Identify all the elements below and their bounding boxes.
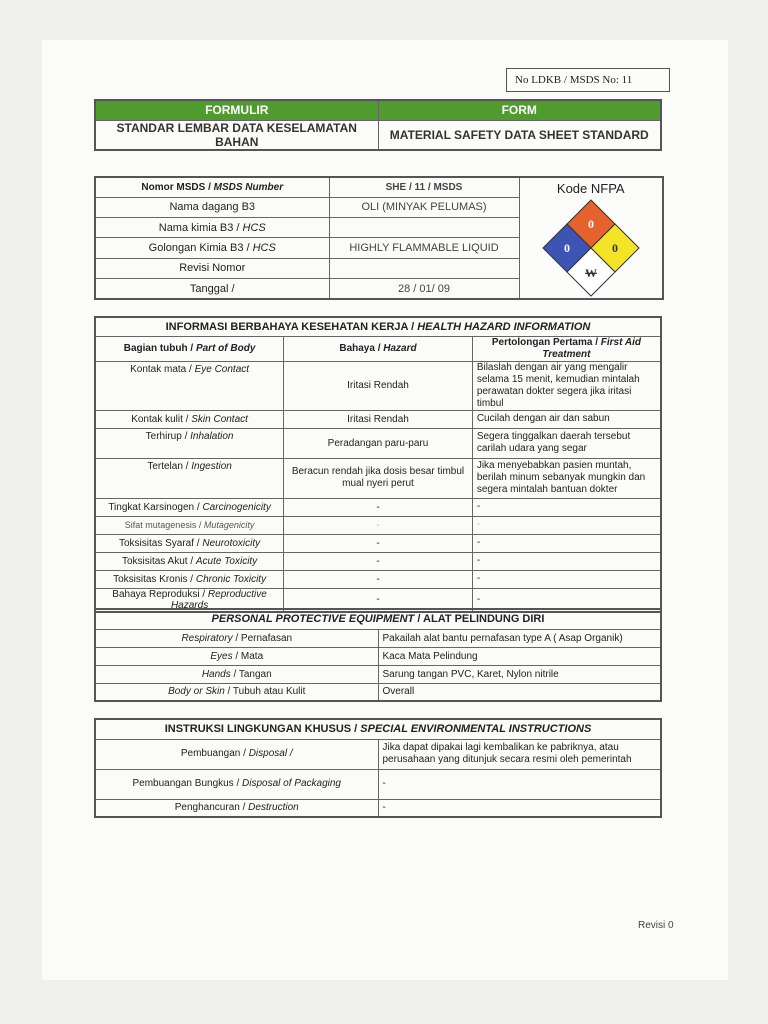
first-aid-cell: Cucilah dengan air dan sabun: [472, 410, 661, 428]
part-cell: Terhirup / Inhalation: [95, 428, 284, 458]
first-aid-cell: -: [472, 516, 661, 534]
first-aid-cell: -: [472, 588, 661, 612]
table-row: [95, 799, 661, 817]
ppe-value: Overall: [378, 683, 661, 701]
nfpa-title: Kode NFPA: [556, 181, 625, 196]
part-cell: Tingkat Karsinogen / Carcinogenicity: [95, 498, 284, 516]
table-row: [95, 739, 661, 769]
hazard-cell: -: [284, 570, 473, 588]
environmental-value: -: [378, 799, 661, 817]
identity-value: SHE / 11 / MSDS: [329, 177, 519, 197]
hazard-cell: Iritasi Rendah: [284, 361, 473, 410]
first-aid-cell: -: [472, 498, 661, 516]
health-hazard-title: INFORMASI BERBAHAYA KESEHATAN KERJA / HEALTH HAZARD INFORMATION: [95, 317, 661, 336]
environmental-value: -: [378, 769, 661, 799]
identity-value: OLI (MINYAK PELUMAS): [329, 197, 519, 217]
ppe-table: [94, 608, 662, 702]
identity-value: [329, 258, 519, 278]
part-cell: Kontak kulit / Skin Contact: [95, 410, 284, 428]
table-row: [95, 683, 661, 701]
table-row: [95, 428, 661, 458]
first-aid-cell: -: [472, 570, 661, 588]
environmental-table: [94, 718, 662, 818]
ppe-value: Sarung tangan PVC, Karet, Nylon nitrile: [378, 665, 661, 683]
table-row: [95, 552, 661, 570]
hazard-cell: -: [284, 534, 473, 552]
part-cell: Tertelan / Ingestion: [95, 458, 284, 498]
identity-table: [94, 176, 664, 300]
environmental-title: INSTRUKSI LINGKUNGAN KHUSUS / SPECIAL ENVIRONMENTAL INSTRUCTIONS: [95, 719, 661, 739]
column-header-first-aid: Pertolongan Pertama / First Aid Treatment: [472, 336, 661, 361]
ppe-label: Body or Skin / Tubuh atau Kulit: [95, 683, 378, 701]
identity-label: Nomor MSDS / MSDS Number: [95, 177, 329, 197]
table-row: [95, 629, 661, 647]
identity-row: [95, 177, 663, 197]
identity-label: Golongan Kimia B3 / HCS: [95, 238, 329, 258]
ppe-value: Pakailah alat bantu pernafasan type A ( Asap Organik): [378, 629, 661, 647]
nfpa-cell: [519, 177, 663, 299]
hazard-cell: -: [284, 552, 473, 570]
revision-label: Revisi 0: [638, 920, 674, 931]
part-cell: Sifat mutagenesis / Mutagenicity: [95, 516, 284, 534]
table-row: [95, 769, 661, 799]
hazard-cell: -: [284, 516, 473, 534]
first-aid-cell: -: [472, 534, 661, 552]
column-header-hazard: Bahaya / Hazard: [284, 336, 473, 361]
identity-value: HIGHLY FLAMMABLE LIQUID: [329, 238, 519, 258]
part-cell: Toksisitas Akut / Acute Toxicity: [95, 552, 284, 570]
nfpa-diamond: [541, 198, 641, 298]
form-header: [94, 99, 662, 151]
table-row: [95, 534, 661, 552]
table-row: [95, 458, 661, 498]
environmental-value: Jika dapat dipakai lagi kembalikan ke pabriknya, atau perusahaan yang ditunjuk secara resmi oleh pemerintah: [378, 739, 661, 769]
table-row: [95, 570, 661, 588]
identity-label: Nama kimia B3 / HCS: [95, 218, 329, 238]
part-cell: Toksisitas Kronis / Chronic Toxicity: [95, 570, 284, 588]
first-aid-cell: Segera tinggalkan daerah tersebut carilah udara yang segar: [472, 428, 661, 458]
table-row: [95, 665, 661, 683]
document-number: No LDKB / MSDS No: 11: [506, 68, 670, 92]
hazard-cell: -: [284, 588, 473, 612]
ppe-label: Eyes / Mata: [95, 647, 378, 665]
table-row: [95, 498, 661, 516]
column-header-part: Bagian tubuh / Part of Body: [95, 336, 284, 361]
environmental-label: Pembuangan / Disposal /: [95, 739, 378, 769]
first-aid-cell: Jika menyebabkan pasien muntah, berilah minum sebanyak mungkin dan segera mintalah bantuan dokter: [472, 458, 661, 498]
table-row: [95, 516, 661, 534]
identity-value: [329, 218, 519, 238]
header-right-title: FORM: [378, 100, 661, 120]
header-right-subtitle: MATERIAL SAFETY DATA SHEET STANDARD: [378, 120, 661, 150]
hazard-cell: Iritasi Rendah: [284, 410, 473, 428]
header-left-title: FORMULIR: [95, 100, 378, 120]
table-row: [95, 647, 661, 665]
nfpa-fire-value: 0: [587, 217, 594, 231]
part-cell: Toksisitas Syaraf / Neurotoxicity: [95, 534, 284, 552]
identity-value: 28 / 01/ 09: [329, 279, 519, 299]
hazard-cell: Peradangan paru-paru: [284, 428, 473, 458]
first-aid-cell: -: [472, 552, 661, 570]
ppe-value: Kaca Mata Pelindung: [378, 647, 661, 665]
table-row: [95, 410, 661, 428]
environmental-label: Penghancuran / Destruction: [95, 799, 378, 817]
hazard-cell: -: [284, 498, 473, 516]
first-aid-cell: Bilaslah dengan air yang mengalir selama 15 menit, kemudian mintalah perawatan dokter segera jika iritasi timbul: [472, 361, 661, 410]
environmental-label: Pembuangan Bungkus / Disposal of Packaging: [95, 769, 378, 799]
nfpa-special-value: W: [584, 266, 597, 280]
header-left-subtitle: STANDAR LEMBAR DATA KESELAMATAN BAHAN: [95, 120, 378, 150]
ppe-label: Hands / Tangan: [95, 665, 378, 683]
ppe-label: Respiratory / Pernafasan: [95, 629, 378, 647]
nfpa-health-value: 0: [563, 241, 570, 255]
table-row: [95, 361, 661, 410]
part-cell: Kontak mata / Eye Contact: [95, 361, 284, 410]
identity-label: Revisi Nomor: [95, 258, 329, 278]
part-cell: Bahaya Reproduksi / Reproductive Hazards: [95, 588, 284, 612]
identity-label: Tanggal /: [95, 279, 329, 299]
ppe-title: PERSONAL PROTECTIVE EQUIPMENT / ALAT PELINDUNG DIRI: [95, 609, 661, 629]
identity-label: Nama dagang B3: [95, 197, 329, 217]
hazard-cell: Beracun rendah jika dosis besar timbul mual nyeri perut: [284, 458, 473, 498]
health-hazard-table: [94, 316, 662, 613]
nfpa-reactivity-value: 0: [611, 241, 618, 255]
